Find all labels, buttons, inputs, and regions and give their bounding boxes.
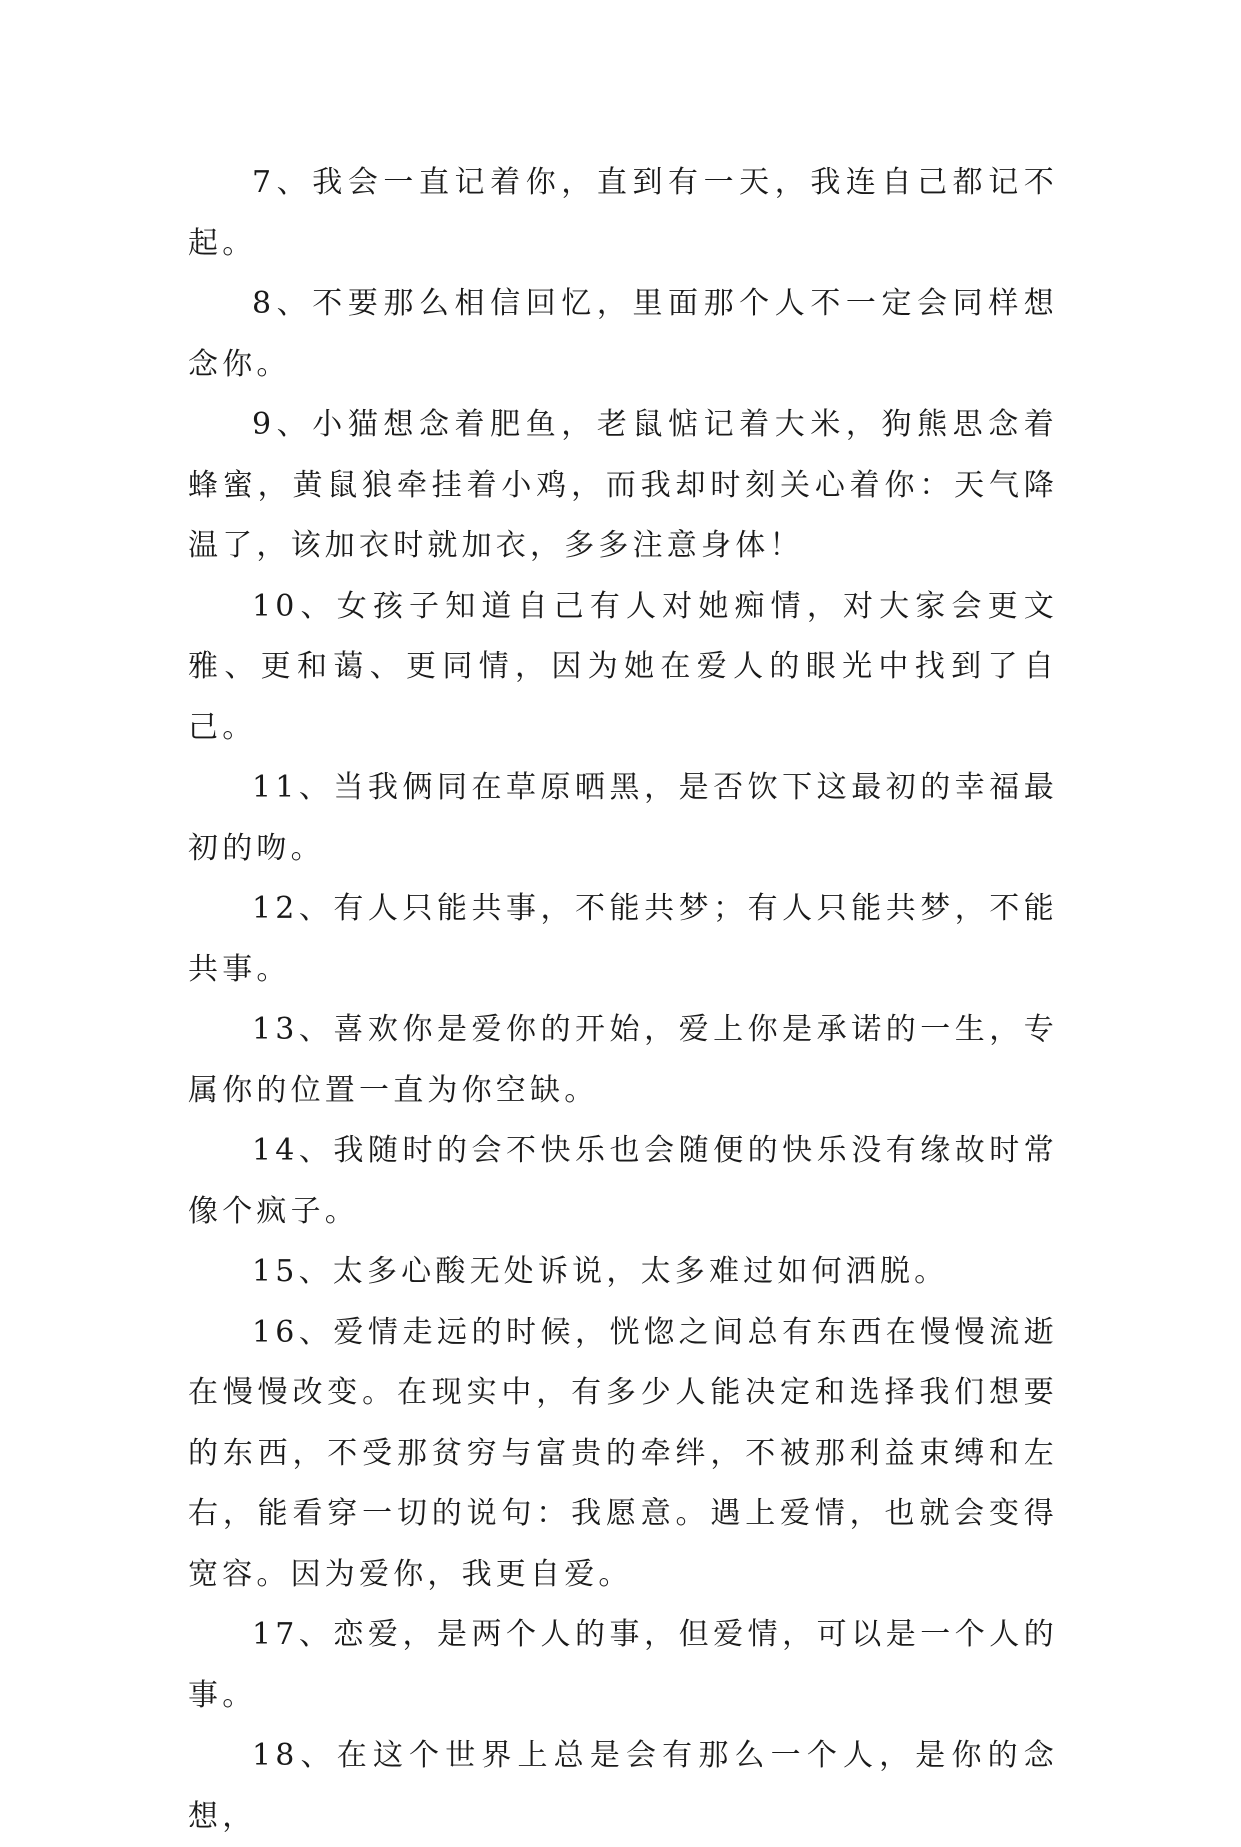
paragraph-7: 7、我会一直记着你，直到有一天，我连自己都记不起。 [188, 165, 1058, 261]
paragraph-8: 8、不要那么相信回忆，里面那个人不一定会同样想念你。 [188, 286, 1058, 382]
paragraph-16: 16、爱情走远的时候，恍惚之间总有东西在慢慢流逝在慢慢改变。在现实中，有多少人能决定和选择我们想要的东西，不受那贫穷与富贵的牵绊，不被那利益束缚和左右，能看穿一切的说句：我愿意。遇上爱情，也就会变得宽容。因为爱你，我更自爱。 [188, 1314, 1058, 1592]
document-body [188, 153, 1058, 1847]
paragraph-11: 11、当我俩同在草原晒黑，是否饮下这最初的幸福最初的吻。 [188, 770, 1058, 866]
paragraph-15: 15、太多心酸无处诉说，太多难过如何洒脱。 [252, 1254, 949, 1289]
paragraph-14: 14、我随时的会不快乐也会随便的快乐没有缘故时常像个疯子。 [188, 1133, 1058, 1229]
paragraph-17: 17、恋爱，是两个人的事，但爱情，可以是一个人的事。 [188, 1617, 1058, 1713]
paragraph-13: 13、喜欢你是爱你的开始，爱上你是承诺的一生，专属你的位置一直为你空缺。 [188, 1012, 1058, 1108]
paragraph-10: 10、女孩子知道自己有人对她痴情，对大家会更文雅、更和蔼、更同情，因为她在爱人的眼光中找到了自己。 [188, 588, 1058, 745]
paragraph-9: 9、小猫想念着肥鱼，老鼠惦记着大米，狗熊思念着蜂蜜，黄鼠狼牵挂着小鸡，而我却时刻关心着你：天气降温了，该加衣时就加衣，多多注意身体！ [188, 407, 1058, 563]
paragraph-18: 18、在这个世界上总是会有那么一个人，是你的念想， [188, 1738, 1058, 1834]
paragraph-12: 12、有人只能共事，不能共梦；有人只能共梦，不能共事。 [188, 891, 1058, 987]
